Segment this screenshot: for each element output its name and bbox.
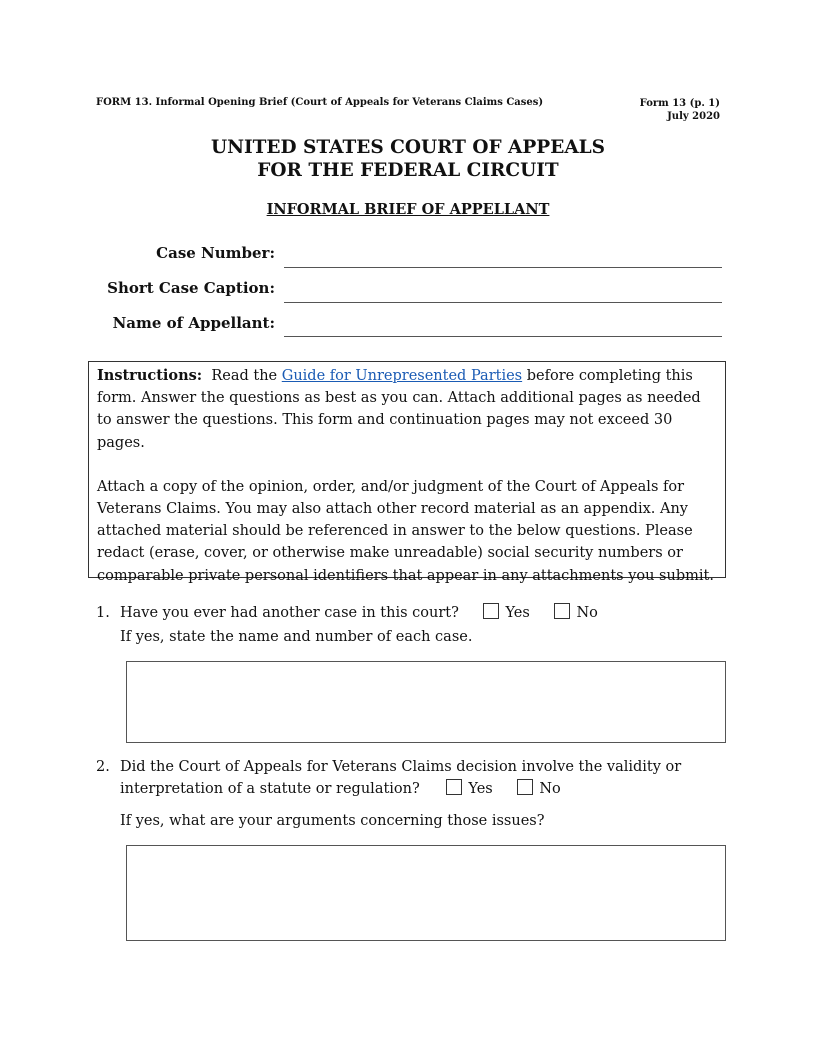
question-1-line (120, 602, 598, 624)
question-2-text-line2: interpretation of a statute or regulation? (120, 781, 420, 797)
question-1-yes-checkbox[interactable] (483, 603, 499, 619)
question-1 (96, 602, 110, 624)
appellant-name-label: Name of Appellant: (112, 314, 275, 332)
question-2-no-option[interactable] (517, 778, 560, 800)
court-name-line1: UNITED STATES COURT OF APPEALS (210, 137, 606, 158)
instructions-box (88, 361, 726, 584)
question-1-text: Have you ever had another case in this court? (120, 605, 459, 621)
form-date: July 2020 (667, 111, 720, 122)
question-2-line2 (120, 778, 561, 800)
instructions-post-link: before completing this form. Answer the questions as best as you can. Attach additional pages as needed to answer the questions. This form and continuation pages may not exceed 30 pages. (97, 368, 701, 451)
court-name (0, 136, 816, 182)
brief-title-text: INFORMAL BRIEF OF APPELLANT (266, 201, 550, 218)
instructions-para1 (97, 365, 717, 454)
question-2-yes-option[interactable] (446, 778, 492, 800)
question-2-number: 2. (96, 759, 110, 775)
question-1-answer-box[interactable] (126, 661, 726, 743)
form-header-title: FORM 13. Informal Opening Brief (Court of Appeals for Veterans Claims Cases) (96, 97, 544, 108)
question-2-no-checkbox[interactable] (517, 779, 533, 795)
short-caption-input[interactable] (284, 281, 722, 303)
question-1-yes-option[interactable] (483, 602, 529, 624)
appellant-name-input[interactable] (284, 315, 722, 337)
question-2-no-label: No (539, 781, 561, 797)
page-label: Form 13 (p. 1) (639, 98, 720, 109)
question-1-number: 1. (96, 605, 110, 621)
question-1-followup: If yes, state the name and number of each case. (120, 629, 473, 645)
form-header-page-info (640, 97, 720, 123)
instructions-heading: Instructions: (97, 367, 203, 384)
question-1-no-checkbox[interactable] (554, 603, 570, 619)
instructions-para2: Attach a copy of the opinion, order, and/or judgment of the Court of Appeals for Veterans Claims. You may also attach other record material as an appendix. Any attached material should be referenced in answer to the below questions. Please redact (erase, cover, or otherwise make unreadable) social security numbers or comparable private personal identifiers that appear in any attachments you submit. (97, 478, 714, 584)
short-caption-label: Short Case Caption: (107, 279, 275, 297)
instructions-pre-link: Read the (211, 368, 278, 384)
brief-title (0, 201, 816, 218)
question-2-yes-checkbox[interactable] (446, 779, 462, 795)
question-1-no-label: No (576, 605, 598, 621)
question-2-answer-box[interactable] (126, 845, 726, 941)
question-2-followup: If yes, what are your arguments concerning those issues? (120, 813, 545, 829)
question-1-no-option[interactable] (554, 602, 597, 624)
question-2-text-line1: Did the Court of Appeals for Veterans Claims decision involve the validity or (120, 759, 682, 775)
case-number-input[interactable] (284, 246, 722, 268)
question-1-yes-label: Yes (505, 605, 530, 621)
guide-link[interactable]: Guide for Unrepresented Parties (281, 368, 523, 384)
case-number-label: Case Number: (156, 244, 275, 262)
question-2-yes-label: Yes (468, 781, 493, 797)
court-name-line2: FOR THE FEDERAL CIRCUIT (257, 160, 559, 181)
